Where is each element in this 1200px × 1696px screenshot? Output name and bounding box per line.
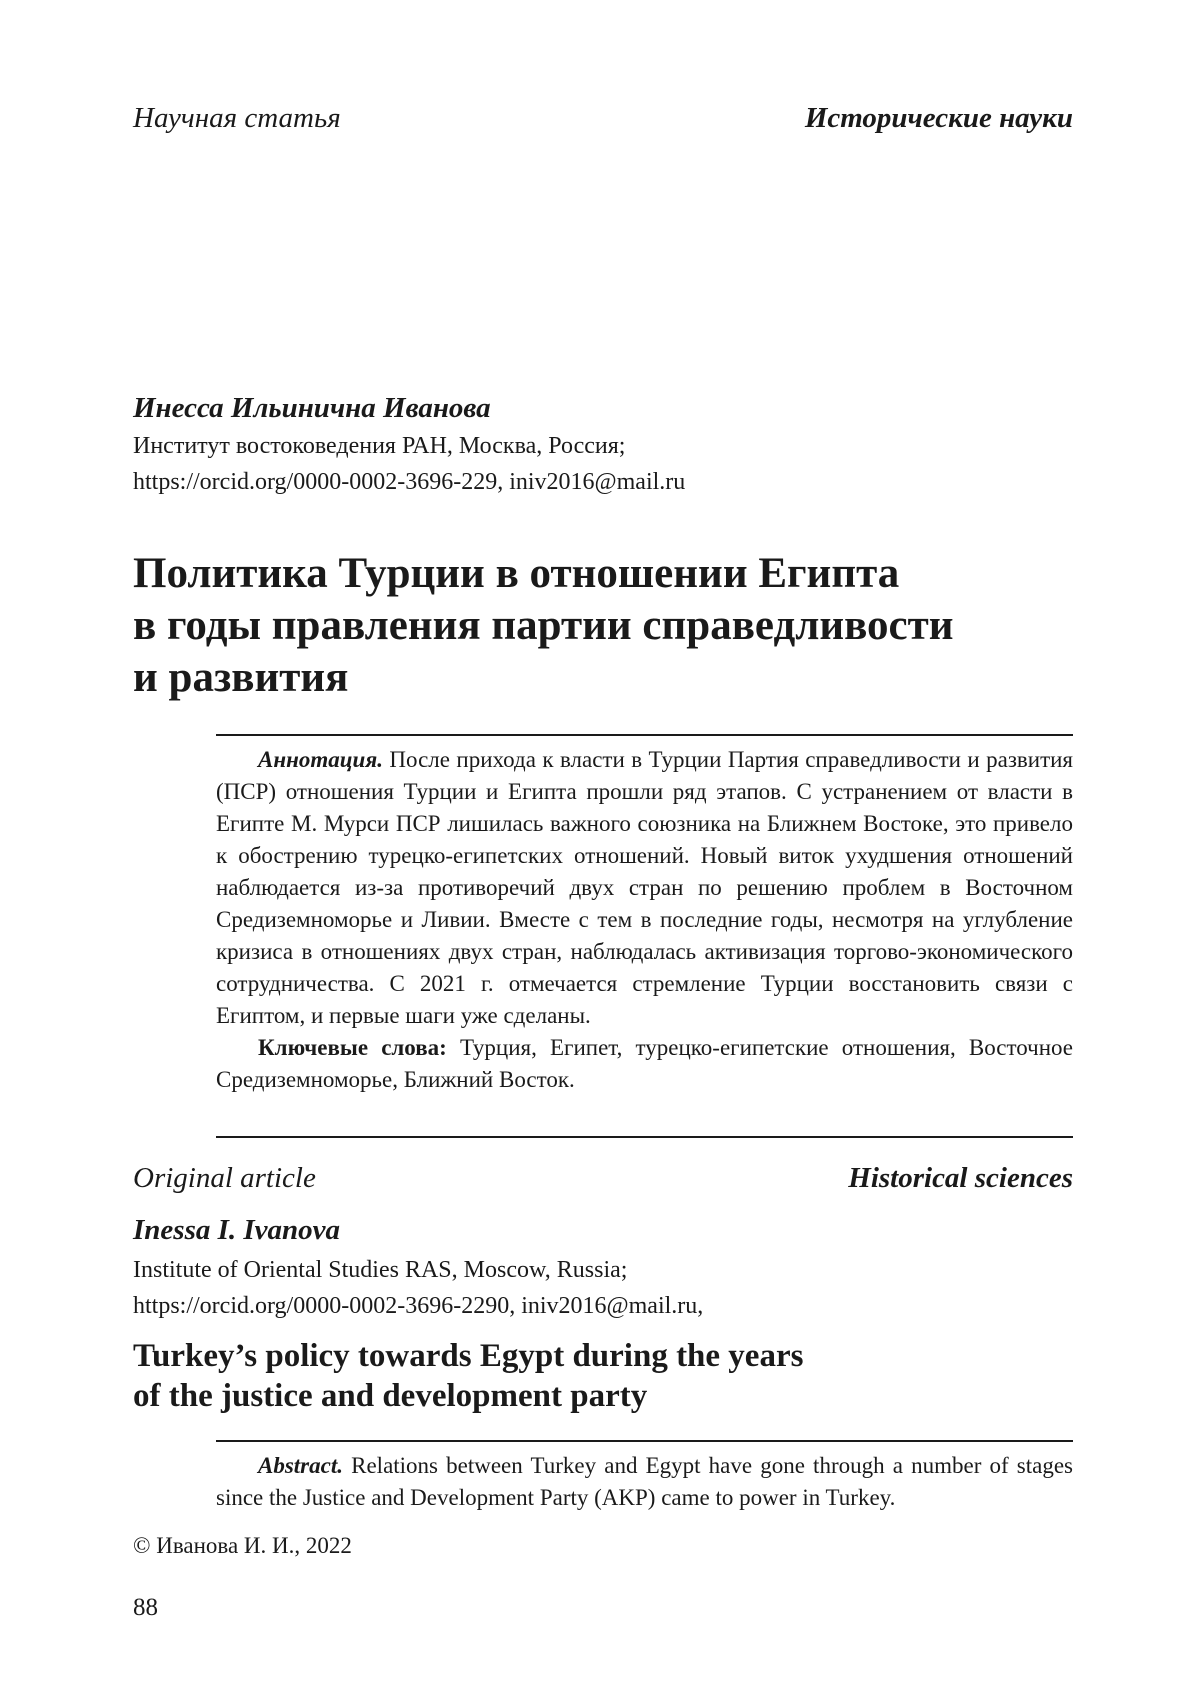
abstract-text-en: Relations between Turkey and Egypt have gone through a number of stages since the Justice and Development Party (AKP) came to power in Turkey. [216,1453,1073,1510]
copyright: © Иванова И. И., 2022 [133,1533,352,1558]
title-line: Политика Турции в отношении Египта [133,550,900,597]
running-header-en [133,1162,1073,1195]
abstract-label-en: Abstract. [258,1453,343,1478]
abstract [216,744,1073,1096]
abstract-text: После прихода к власти в Турции Партия справедливости и развития (ПСР) отношения Турции и Египта прошли ряд этапов. С устранением от власти в Египте М. Мурси ПСР лишилась важного союзника на Ближнем Востоке, это привело к обострению турецко-египетских отношений. Новый виток ухудшения отношений наблюдается из-за противоречий двух стран по решению проблем в Восточном Средиземноморье и Ливии. Вместе с тем в последние годы, несмотря на углубление кризиса в отношениях двух стран, наблюдалась активизация торгово-экономического сотрудничества. С 2021 г. отмечается стремление Турции восстановить связи с Египтом, и первые шаги уже сделаны. [216,747,1074,1028]
article-type-en: Original article [133,1162,316,1194]
abstract-label: Аннотация. [258,747,383,772]
abstract-en [216,1450,1073,1514]
author-affiliation: Институт востоковедения РАН, Москва, Россия; [133,433,626,459]
divider [216,1136,1073,1138]
author-name-en: Inessa I. Ivanova [133,1214,341,1246]
abstract-paragraph-en [216,1450,1073,1514]
section-name: Исторические науки [804,102,1073,134]
author-contacts: https://orcid.org/0000-0002-3696-229, iniv2016@mail.ru [133,469,686,495]
title-line: Turkey’s policy towards Egypt during the years [133,1338,804,1374]
title-line: в годы правления партии справедливости [133,602,954,649]
author-name: Инесса Ильинична Иванова [133,392,491,424]
running-header [133,102,1073,135]
keywords-paragraph [216,1032,1073,1096]
divider [216,734,1073,736]
keywords-label: Ключевые слова: [258,1035,447,1060]
article-title [133,548,1083,704]
divider [216,1440,1073,1442]
author-affiliation-en: Institute of Oriental Studies RAS, Moscow, Russia; [133,1257,628,1283]
article-type: Научная статья [133,102,341,134]
author-contacts-en: https://orcid.org/0000-0002-3696-2290, iniv2016@mail.ru, [133,1293,704,1319]
title-line: of the justice and development party [133,1378,648,1414]
page-number: 88 [133,1594,158,1621]
keywords-text: Турция, Египет, турецко-египетские отношения, Восточное Средиземноморье, Ближний Восток. [216,1035,1074,1092]
section-name-en: Historical sciences [848,1162,1073,1194]
abstract-paragraph [216,744,1073,1032]
title-line: и развития [133,654,349,701]
article-title-en [133,1336,1083,1416]
